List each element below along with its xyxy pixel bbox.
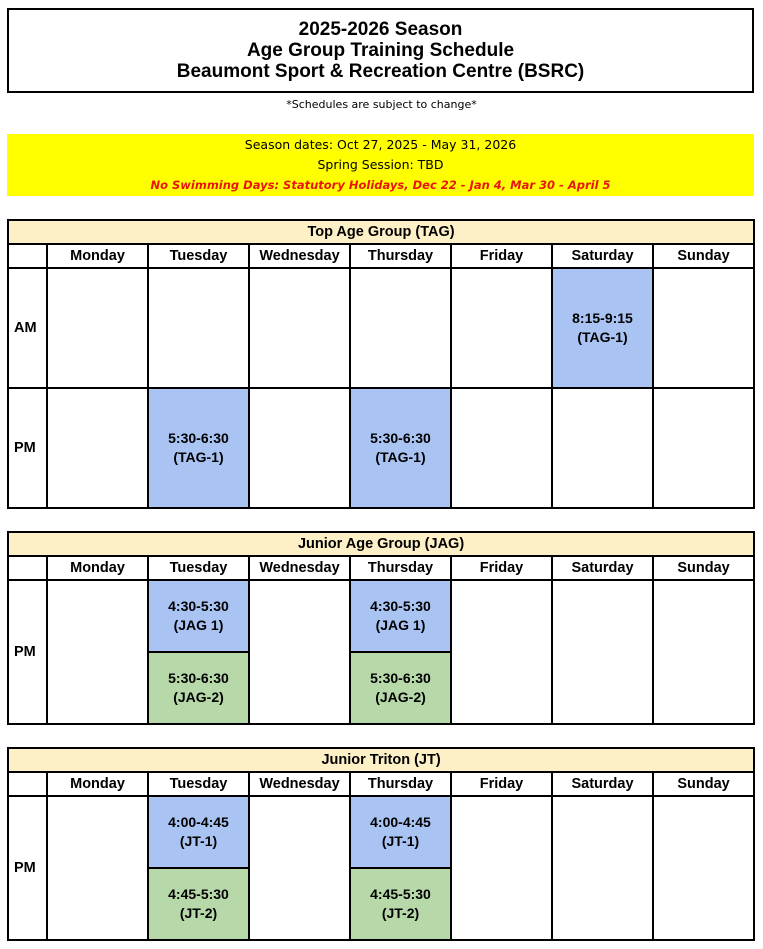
slot-group: (JAG 1) xyxy=(173,617,224,633)
slot-group: (TAG-1) xyxy=(375,449,426,465)
day-header-friday: Friday xyxy=(451,556,552,580)
day-header-monday: Monday xyxy=(47,772,148,796)
empty-cell xyxy=(350,268,451,388)
empty-cell xyxy=(451,796,552,940)
day-header-tuesday: Tuesday xyxy=(148,556,249,580)
day-header-saturday: Saturday xyxy=(552,772,653,796)
change-note: *Schedules are subject to change* xyxy=(286,98,477,111)
slot-group: (JT-1) xyxy=(381,833,420,849)
slot-group: (JAG 1) xyxy=(375,617,426,633)
day-header-thursday: Thursday xyxy=(350,244,451,268)
empty-cell xyxy=(249,268,350,388)
day-header-friday: Friday xyxy=(451,244,552,268)
empty-cell xyxy=(653,580,754,724)
practice-slot xyxy=(552,268,653,388)
empty-cell xyxy=(451,388,552,508)
day-header-sunday: Sunday xyxy=(653,556,754,580)
slot-time: 5:30-6:30 xyxy=(168,430,229,446)
day-header-friday: Friday xyxy=(451,772,552,796)
day-header-monday: Monday xyxy=(47,556,148,580)
day-header-monday: Monday xyxy=(47,244,148,268)
slot-group: (TAG-1) xyxy=(577,329,628,345)
title-line-venue: Beaumont Sport & Recreation Centre (BSRC) xyxy=(176,61,585,82)
empty-cell xyxy=(47,388,148,508)
slot-group: (JT-2) xyxy=(179,905,218,921)
slot-time: 4:45-5:30 xyxy=(370,886,431,902)
empty-cell xyxy=(47,796,148,940)
season-dates: Season dates: Oct 27, 2025 - May 31, 2026 xyxy=(244,137,517,152)
empty-cell xyxy=(451,580,552,724)
title-line-schedule: Age Group Training Schedule xyxy=(246,40,515,61)
empty-cell xyxy=(249,580,350,724)
slot-time: 4:00-4:45 xyxy=(168,814,229,830)
slot-time: 4:00-4:45 xyxy=(370,814,431,830)
practice-slot xyxy=(350,868,451,940)
tag-group-title: Top Age Group (TAG) xyxy=(8,220,754,244)
day-header-sunday: Sunday xyxy=(653,244,754,268)
practice-slot xyxy=(350,796,451,868)
slot-time: 5:30-6:30 xyxy=(370,670,431,686)
practice-slot xyxy=(350,580,451,652)
empty-cell xyxy=(552,580,653,724)
empty-cell xyxy=(249,796,350,940)
jag-group-title: Junior Age Group (JAG) xyxy=(8,532,754,556)
empty-cell xyxy=(552,388,653,508)
jag-schedule-table xyxy=(7,531,755,725)
slot-group: (TAG-1) xyxy=(173,449,224,465)
slot-time: 5:30-6:30 xyxy=(168,670,229,686)
empty-cell xyxy=(47,580,148,724)
period-label-pm: PM xyxy=(8,388,47,508)
day-header-saturday: Saturday xyxy=(552,244,653,268)
tag-schedule-table xyxy=(7,219,755,509)
practice-slot xyxy=(148,388,249,508)
empty-cell xyxy=(653,268,754,388)
corner-cell xyxy=(8,556,47,580)
slot-time: 5:30-6:30 xyxy=(370,430,431,446)
empty-cell xyxy=(653,388,754,508)
slot-group: (JT-1) xyxy=(179,833,218,849)
period-label-am: AM xyxy=(8,268,47,388)
spring-session: Spring Session: TBD xyxy=(317,157,444,172)
season-info-banner xyxy=(7,134,754,196)
day-header-thursday: Thursday xyxy=(350,772,451,796)
practice-slot xyxy=(350,652,451,724)
jt-schedule-table xyxy=(7,747,755,941)
corner-cell xyxy=(8,772,47,796)
slot-time: 4:30-5:30 xyxy=(168,598,229,614)
day-header-wednesday: Wednesday xyxy=(249,244,350,268)
corner-cell xyxy=(8,244,47,268)
slot-time: 4:45-5:30 xyxy=(168,886,229,902)
slot-time: 4:30-5:30 xyxy=(370,598,431,614)
slot-time: 8:15-9:15 xyxy=(572,310,633,326)
empty-cell xyxy=(552,796,653,940)
schedule-title-box xyxy=(7,8,754,93)
no-swimming-days: No Swimming Days: Statutory Holidays, Dec 22 - Jan 4, Mar 30 - April 5 xyxy=(150,178,611,192)
period-label-pm: PM xyxy=(8,580,47,724)
day-header-tuesday: Tuesday xyxy=(148,772,249,796)
day-header-sunday: Sunday xyxy=(653,772,754,796)
empty-cell xyxy=(249,388,350,508)
day-header-wednesday: Wednesday xyxy=(249,772,350,796)
empty-cell xyxy=(47,268,148,388)
practice-slot xyxy=(148,652,249,724)
practice-slot xyxy=(350,388,451,508)
day-header-tuesday: Tuesday xyxy=(148,244,249,268)
slot-group: (JAG-2) xyxy=(173,689,224,705)
jt-group-title: Junior Triton (JT) xyxy=(8,748,754,772)
day-header-wednesday: Wednesday xyxy=(249,556,350,580)
practice-slot xyxy=(148,580,249,652)
empty-cell xyxy=(451,268,552,388)
day-header-saturday: Saturday xyxy=(552,556,653,580)
practice-slot xyxy=(148,796,249,868)
title-line-season: 2025-2026 Season xyxy=(298,19,463,40)
period-label-pm: PM xyxy=(8,796,47,940)
empty-cell xyxy=(148,268,249,388)
empty-cell xyxy=(653,796,754,940)
practice-slot xyxy=(148,868,249,940)
slot-group: (JT-2) xyxy=(381,905,420,921)
day-header-thursday: Thursday xyxy=(350,556,451,580)
slot-group: (JAG-2) xyxy=(375,689,426,705)
